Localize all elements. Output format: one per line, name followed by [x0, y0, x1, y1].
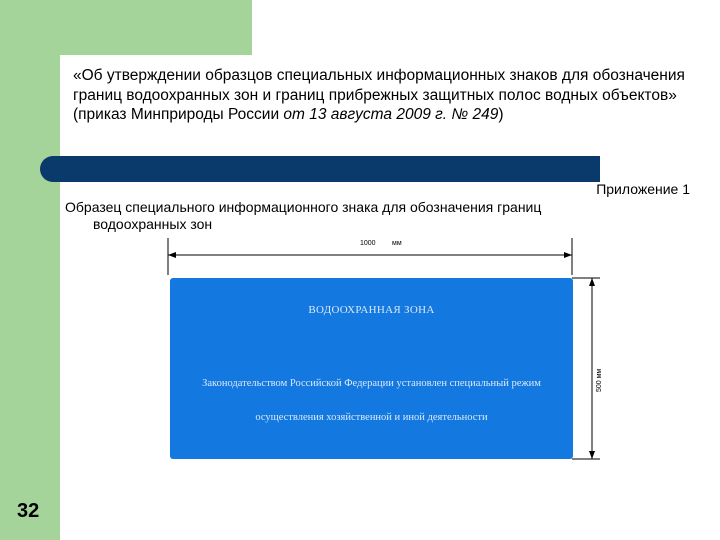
appendix-label: Приложение 1 — [596, 181, 690, 197]
height-arrow-top — [589, 278, 595, 286]
title-end: ) — [498, 106, 504, 123]
width-value: 1000 — [360, 240, 376, 247]
title-text: «Об утверждении образцов специальных информационных знаков для обозначения границ водоохранных зон и границ прибрежных защитных полос водных объектов» (приказ Минприроды России — [73, 67, 685, 123]
width-arrow-left — [168, 252, 176, 258]
title-italic-text: от 13 августа 2009 г. № 249 — [283, 106, 499, 123]
sign-text-line-2: осуществления хозяйственной и иной деятельности — [255, 412, 488, 423]
width-arrow-right — [564, 252, 572, 258]
width-unit: мм — [392, 240, 402, 247]
title-divider-bar — [40, 156, 600, 182]
height-label: 500 мм — [596, 368, 603, 392]
figure-caption — [65, 199, 685, 233]
height-arrow-bottom — [589, 451, 595, 459]
slide-title — [73, 66, 693, 125]
left-green-band — [0, 0, 60, 540]
water-protection-sign — [170, 278, 573, 459]
page-number: 32 — [17, 500, 40, 522]
caption-line-2: водоохранных зон — [93, 216, 213, 232]
sign-text-line-1: Законодательством Российской Федерации установлен специальный режим — [202, 378, 541, 389]
caption-line-1: Образец специального информационного знака для обозначения границ — [65, 199, 542, 215]
sign-title: ВОДООХРАННАЯ ЗОНА — [308, 304, 435, 316]
